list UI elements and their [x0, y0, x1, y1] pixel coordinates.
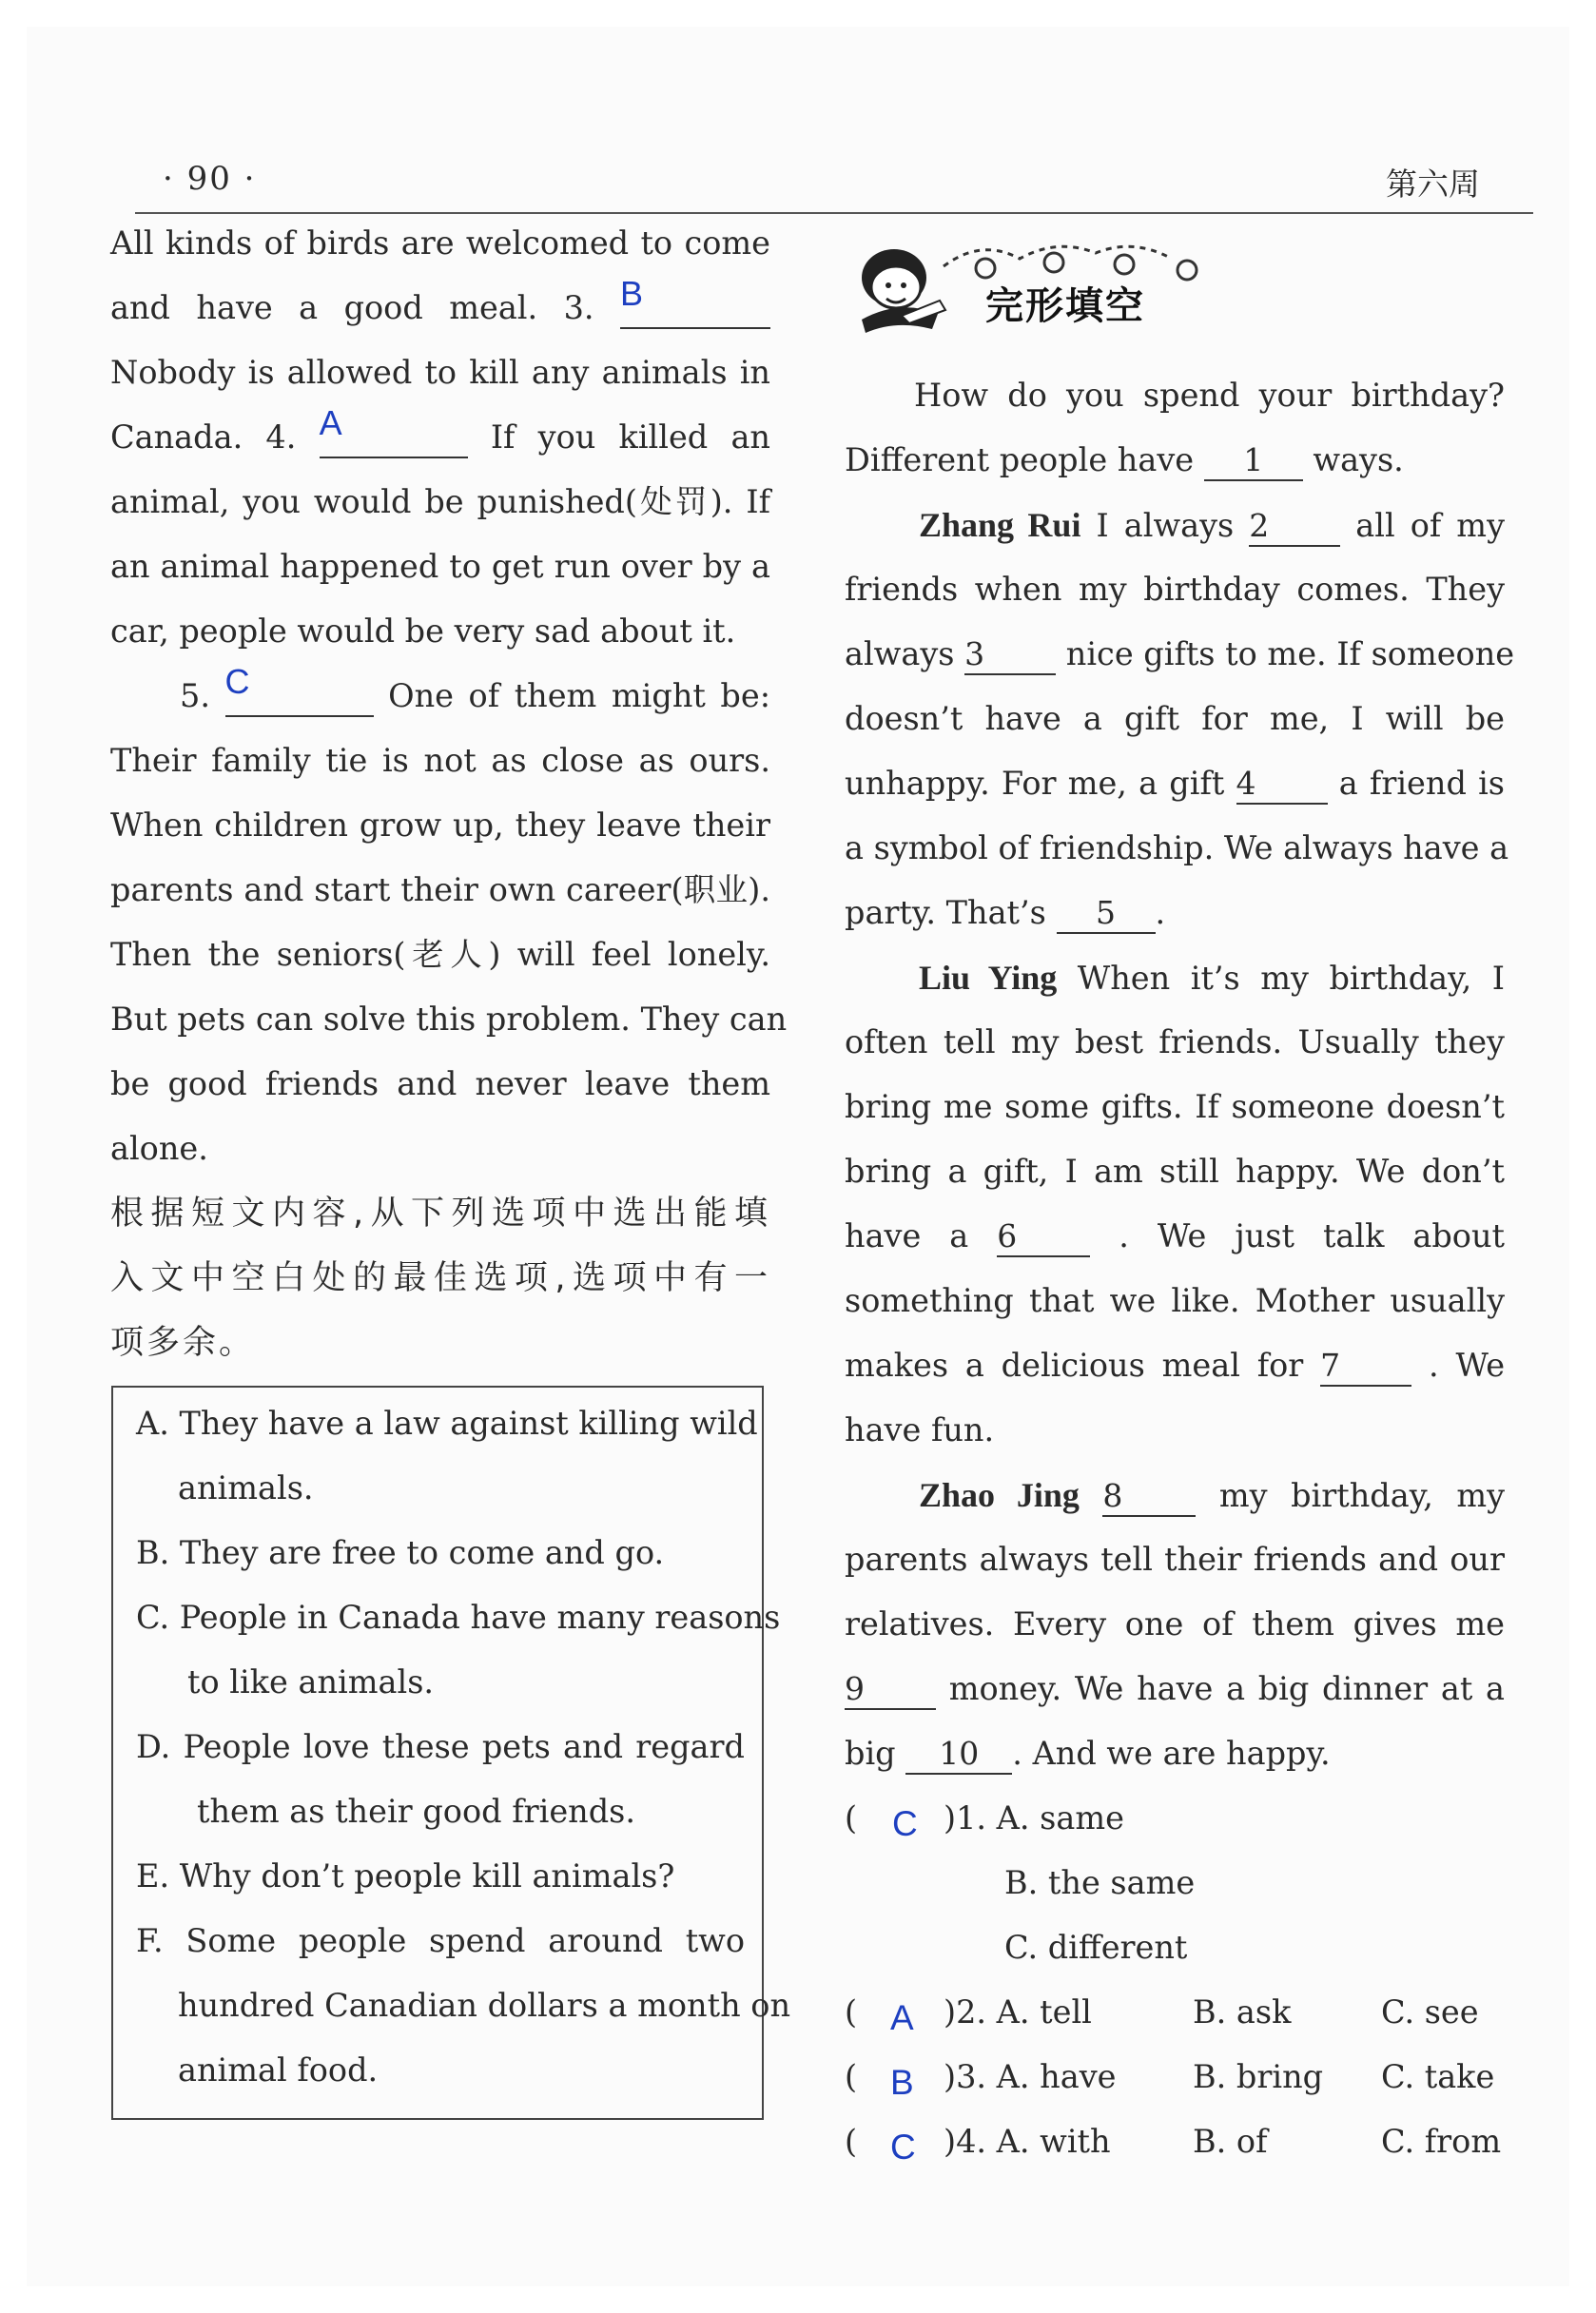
- right-column: [845, 363, 1515, 2174]
- option-f-cont: animal food.: [178, 2051, 379, 2089]
- option-f-cont: hundred Canadian dollars a month on: [178, 1987, 791, 2024]
- question-answer[interactable]: C: [892, 1804, 918, 1843]
- text-fragment: always: [845, 635, 955, 672]
- question-option-a: )2. A. tell: [944, 1993, 1092, 2031]
- text-line: something that we like. Mother usually: [845, 1282, 1505, 1319]
- blank-2[interactable]: [1249, 507, 1340, 547]
- text-fragment: and have a good meal. 3.: [110, 289, 594, 326]
- text-line: bring a gift, I am still happy. We don’t: [845, 1153, 1505, 1190]
- options-box: [111, 1386, 791, 2120]
- blank-number: 5: [1096, 894, 1117, 931]
- text-fragment: a friend is: [1338, 765, 1505, 802]
- text-fragment: Canada. 4.: [110, 418, 297, 456]
- blank-number: 2: [1249, 507, 1270, 544]
- question-answer[interactable]: C: [890, 2128, 916, 2167]
- option-a-cont: animals.: [178, 1469, 314, 1506]
- question-option-b: B. of: [1193, 2123, 1268, 2160]
- option-d: D. People love these pets and regard: [136, 1728, 745, 1765]
- text-line: [845, 1204, 1505, 1269]
- text-fragment: When it’s my birthday, I: [1077, 960, 1505, 997]
- text-line: friends when my birthday comes. They: [845, 571, 1505, 608]
- blank-4[interactable]: [1236, 765, 1328, 805]
- page-number: · 90 ·: [163, 160, 257, 198]
- text-fragment: ways.: [1313, 441, 1404, 478]
- text-line: [110, 664, 770, 729]
- question-1-c: [845, 1915, 1505, 1980]
- text-fragment: my birthday, my: [1218, 1477, 1506, 1514]
- text-line: [845, 428, 1505, 493]
- blank-10[interactable]: [905, 1735, 1012, 1775]
- text-line: But pets can solve this problem. They can: [110, 1001, 788, 1038]
- text-line: When children grow up, they leave their: [110, 807, 770, 844]
- text-fragment: . And we are happy.: [1012, 1735, 1331, 1772]
- question-option-b: B. bring: [1193, 2058, 1324, 2095]
- text-line: an animal happened to get run over by a: [110, 548, 770, 585]
- blank-number: 7: [1320, 1347, 1341, 1384]
- text-fragment: . We just talk about: [1119, 1217, 1505, 1254]
- text-line: doesn’t have a gift for me, I will be: [845, 700, 1505, 737]
- question-option-c: C. take: [1381, 2058, 1495, 2095]
- text-fragment: One of them might be:: [388, 677, 770, 714]
- option-b: B. They are free to come and go.: [136, 1534, 665, 1571]
- text-line: All kinds of birds are welcomed to come: [110, 224, 770, 262]
- text-line: [845, 881, 1505, 945]
- answer-4: A: [319, 403, 342, 442]
- text-line: [845, 1721, 1505, 1786]
- blank-6[interactable]: [997, 1217, 1090, 1257]
- text-line: [845, 622, 1515, 687]
- question-3: [845, 2045, 1505, 2109]
- text-fragment: I always: [1096, 507, 1235, 544]
- option-f: F. Some people spend around two: [136, 1922, 745, 1959]
- text-line: [110, 276, 770, 340]
- question-2: [845, 1980, 1505, 2045]
- question-4: [845, 2109, 1505, 2174]
- question-option-b: B. the same: [1004, 1864, 1196, 1901]
- blank-number: 1: [1243, 441, 1264, 478]
- blank-number: 3: [964, 635, 985, 672]
- option-a: A. They have a law against killing wild: [136, 1405, 758, 1442]
- text-fragment: .: [1155, 894, 1166, 931]
- text-line: Then the seniors(老人) will feel lonely.: [110, 936, 770, 973]
- speaker-name: Zhao Jing: [919, 1476, 1080, 1514]
- text-line: [110, 405, 770, 470]
- text-line: parents and start their own career(职业).: [110, 871, 770, 908]
- blank-7[interactable]: [1320, 1347, 1411, 1387]
- text-fragment: have a: [845, 1217, 969, 1254]
- answer-blank-3[interactable]: [620, 274, 770, 329]
- text-line: [845, 1333, 1505, 1398]
- text-line: animal, you would be punished(处罚). If: [110, 483, 770, 520]
- text-fragment: all of my: [1355, 507, 1505, 544]
- blank-number: 10: [939, 1735, 980, 1772]
- section-title-cloze: 完形填空: [985, 284, 1145, 328]
- text-line: [845, 945, 1505, 1010]
- blank-9[interactable]: [845, 1670, 936, 1710]
- blank-1[interactable]: [1204, 441, 1303, 481]
- paren: (: [845, 2058, 858, 2095]
- question-option-c: C. see: [1381, 1993, 1479, 2031]
- instruction-line: 根据短文内容,从下列选项中选出能填: [110, 1195, 770, 1233]
- question-option-c: C. from: [1381, 2123, 1502, 2160]
- question-1: [845, 1786, 1505, 1851]
- instruction-line: 入文中空白处的最佳选项,选项中有一: [110, 1259, 770, 1297]
- text-line: relatives. Every one of them gives me: [845, 1605, 1505, 1642]
- text-fragment: If you killed an: [490, 418, 770, 456]
- question-option-a: )4. A. with: [944, 2123, 1111, 2160]
- blank-3[interactable]: [964, 635, 1056, 675]
- question-option-a: )1. A. same: [944, 1799, 1124, 1837]
- text-line: be good friends and never leave them: [110, 1065, 770, 1102]
- text-line: bring me some gifts. If someone doesn’t: [845, 1088, 1505, 1125]
- question-option-b: B. ask: [1193, 1993, 1292, 2031]
- question-option-a: )3. A. have: [944, 2058, 1117, 2095]
- text-line: [845, 1463, 1505, 1527]
- text-fragment: . We: [1429, 1347, 1506, 1384]
- option-e: E. Why don’t people kill animals?: [136, 1857, 675, 1895]
- option-d-cont: them as their good friends.: [197, 1793, 636, 1830]
- instruction-line: 项多余。: [110, 1324, 256, 1362]
- blank-8[interactable]: [1102, 1477, 1196, 1517]
- left-column: [110, 211, 788, 1375]
- text-line: [845, 1657, 1505, 1721]
- answer-3: B: [620, 274, 644, 313]
- question-answer[interactable]: A: [890, 1998, 914, 2037]
- text-line: Nobody is allowed to kill any animals in: [110, 354, 770, 391]
- text-fragment: nice gifts to me. If someone: [1065, 635, 1515, 672]
- text-line: often tell my best friends. Usually they: [845, 1023, 1505, 1060]
- text-line: alone.: [110, 1130, 208, 1167]
- paren: (: [845, 1799, 858, 1837]
- blank-number: 6: [997, 1217, 1018, 1254]
- blank-number: 9: [845, 1670, 865, 1707]
- text-line: [845, 751, 1505, 816]
- answer-blank-5[interactable]: [224, 662, 374, 717]
- text-line: Their family tie is not as close as ours.: [110, 742, 770, 779]
- speaker-name: Liu Ying: [919, 959, 1058, 997]
- section-header: [845, 224, 1235, 339]
- blank-number: 8: [1102, 1477, 1123, 1514]
- paren: (: [845, 1993, 858, 2031]
- text-fragment: makes a delicious meal for: [845, 1347, 1304, 1384]
- text-fragment: party. That’s: [845, 894, 1046, 931]
- blank-number: 4: [1236, 765, 1256, 802]
- text-line: a symbol of friendship. We always have a: [845, 829, 1509, 866]
- question-option-c: C. different: [1004, 1929, 1188, 1966]
- answer-blank-4[interactable]: [319, 403, 468, 458]
- text-line: have fun.: [845, 1411, 995, 1448]
- answer-5: C: [224, 662, 250, 701]
- text-fragment: big: [845, 1735, 896, 1772]
- blank-5[interactable]: [1057, 894, 1156, 934]
- text-fragment: 5.: [180, 677, 210, 714]
- question-answer[interactable]: B: [890, 2063, 914, 2102]
- paren: (: [845, 2123, 858, 2160]
- option-c-cont: to like animals.: [187, 1663, 435, 1701]
- section-title: 第六周: [1386, 165, 1480, 203]
- text-line: parents always tell their friends and our: [845, 1541, 1505, 1578]
- option-c: C. People in Canada have many reasons: [136, 1599, 781, 1636]
- text-line: [845, 493, 1505, 557]
- text-fragment: unhappy. For me, a gift: [845, 765, 1225, 802]
- text-line: How do you spend your birthday?: [914, 377, 1505, 414]
- text-fragment: money. We have a big dinner at a: [948, 1670, 1505, 1707]
- speaker-name: Zhang Rui: [919, 506, 1081, 544]
- text-line: car, people would be very sad about it.: [110, 612, 736, 650]
- question-1-b: [845, 1851, 1505, 1915]
- text-fragment: Different people have: [845, 441, 1195, 478]
